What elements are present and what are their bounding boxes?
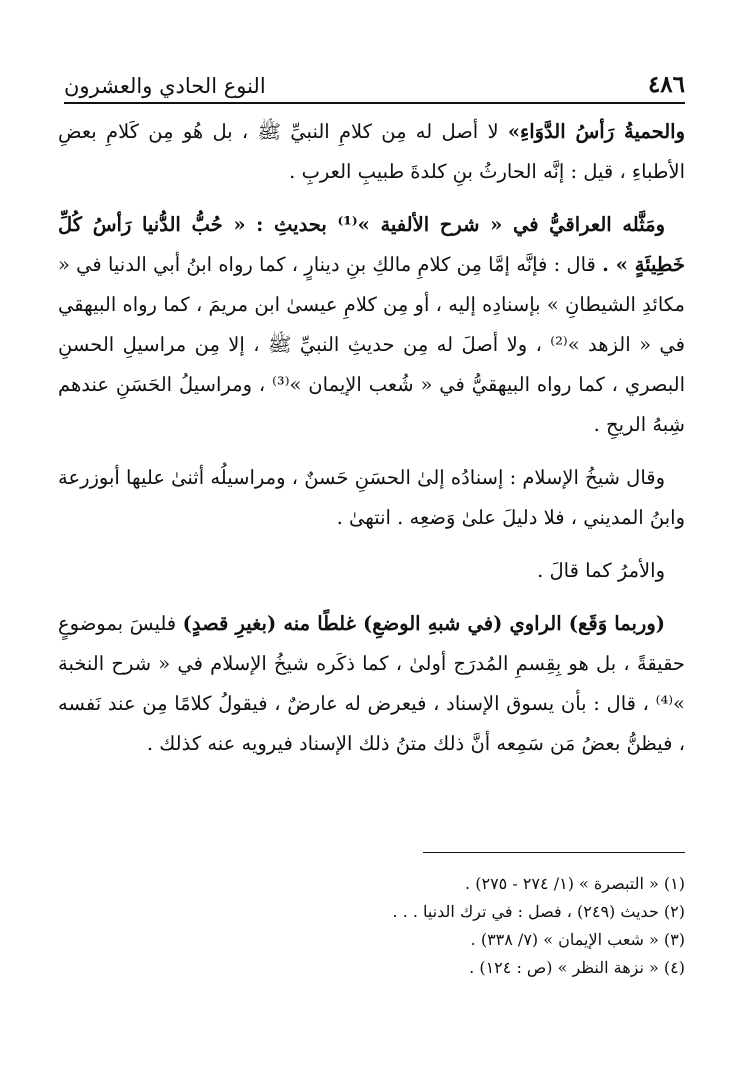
paragraph-5 bbox=[58, 604, 685, 764]
paragraph-1 bbox=[58, 112, 685, 192]
footnote-3: (٣) « شعب الإيمان » (٧/ ٣٣٨) . bbox=[470, 930, 685, 949]
footnote-4: (٤) « نزهة النظر » (ص : ١٢٤) . bbox=[469, 958, 685, 977]
paragraph-1-text: لا أصل له مِن كلامِ النبيِّ ﷺ ، بل هُو مِن كَلامِ بعضِ الأطباءِ ، قيل : إنَّه الحارثُ بنِ كلدةَ طبيبِ العربِ . bbox=[58, 120, 685, 183]
paragraph-5-lead: (وربما وَقَع) الراوي (في شبهِ الوضعِ) غلطًا منه (بغيرِ قصدٍ) bbox=[182, 612, 665, 635]
page-header bbox=[64, 58, 685, 104]
paragraph-2-text: قال : فإنَّه إمَّا مِن كلامِ مالكِ بنِ دينارٍ ، كما رواه ابنُ أبي الدنيا في « مكائدِ الشيطانِ » بإسنادِه إليه ، أو مِن كلامِ عيسىٰ ابن مريمَ ، كما رواه البيهقي في « الزهد »⁽²⁾ ، ولا أصلَ له مِن حديثِ النبيِّ ﷺ ، إلا مِن مراسيلِ الحسنِ البصري ، كما رواه البيهقيُّ في « شُعب الإيمان »⁽³⁾ ، ومراسيلُ الحَسَنِ عندهم شِبهُ الريحِ . bbox=[58, 253, 685, 436]
footnote-divider bbox=[423, 852, 685, 853]
paragraph-2 bbox=[58, 205, 685, 445]
paragraph-1-lead: والحميةُ رَأسُ الدَّوَاءِ» bbox=[507, 120, 685, 143]
paragraph-3-text: وقال شيخُ الإسلام : إسنادُه إلىٰ الحسَنِ حَسنٌ ، ومراسيلُه أثنىٰ عليها أبوزرعة وابنُ المديني ، فلا دليلَ علىٰ وَضعِه . انتهىٰ . bbox=[58, 466, 685, 529]
paragraph-2-lead: ومَثَّله العراقيُّ في « شرح الألفية »⁽¹⁾ بحديثِ : « حُبُّ الدُّنيا رَأسُ كُلِّ خَطِيئَةٍ » . bbox=[58, 213, 685, 276]
footnotes bbox=[58, 870, 685, 982]
paragraph-4-text: والأمرُ كما قالَ . bbox=[537, 559, 665, 582]
paragraph-4 bbox=[58, 551, 685, 591]
main-text bbox=[58, 112, 685, 777]
paragraph-3 bbox=[58, 458, 685, 538]
running-title: النوع الحادي والعشرون bbox=[64, 74, 266, 98]
page-number: ٤٨٦ bbox=[647, 71, 685, 98]
footnote-2: (٢) حديث (٢٤٩) ، فصل : في ترك الدنيا . . . bbox=[392, 902, 685, 921]
footnote-1: (١) « التبصرة » (١/ ٢٧٤ - ٢٧٥) . bbox=[465, 874, 685, 893]
paragraph-5-text: فليسَ بموضوعٍ حقيقةً ، بل هو بِقِسمِ المُدرَج أولىٰ ، كما ذكَره شيخُ الإسلام في « شرح النخبة »⁽⁴⁾ ، قال : بأن يسوق الإسناد ، فيعرض له عارضٌ ، فيقولُ كلامًا مِن عند نَفسه ، فيظنُّ بعضُ مَن سَمِعه أنَّ ذلك متنُ ذلك الإسناد فيرويه عنه كذلك . bbox=[58, 612, 685, 755]
